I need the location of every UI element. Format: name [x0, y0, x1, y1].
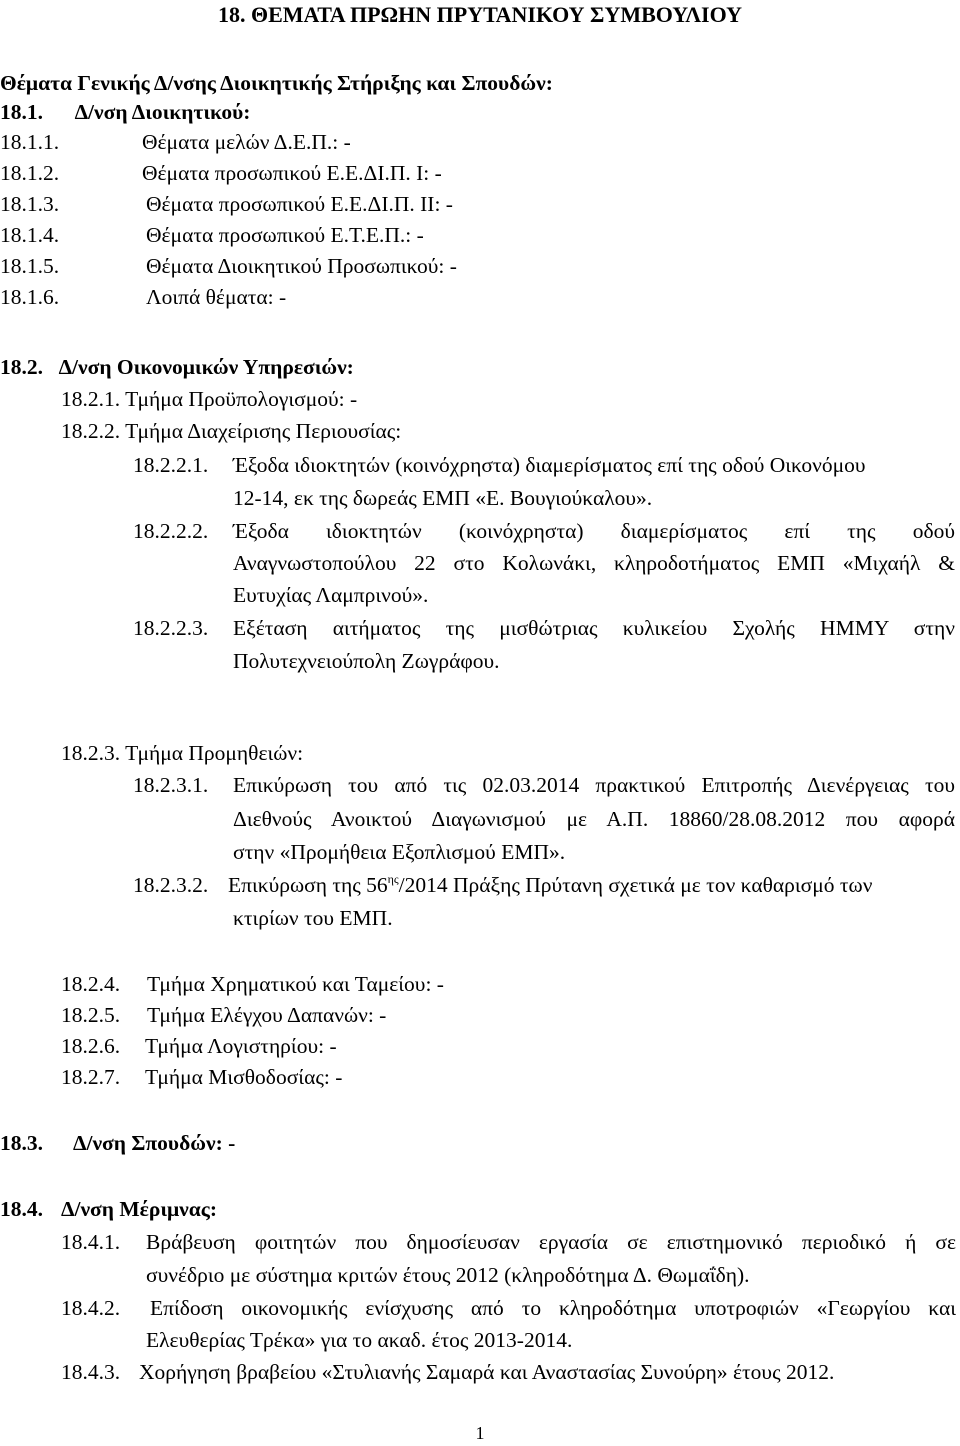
item-text: Τμήμα Ελέγχου Δαπανών: -	[147, 1003, 387, 1027]
item-number: 18.2.2.3.	[133, 616, 209, 640]
section-number: 18.4.	[0, 1197, 43, 1221]
item-number: 18.2.4.	[61, 972, 121, 996]
item-text-line: Διεθνούς Ανοικτού Διαγωνισμού με Α.Π. 18860/28.08.2012 που αφορά	[233, 807, 955, 831]
item-text-line: συνέδριο με σύστημα κριτών έτους 2012 (κληροδότημα Δ. Θωμαΐδη).	[146, 1263, 750, 1287]
item-text-line: Βράβευση φοιτητών που δημοσίευσαν εργασία σε επιστημονικό περιοδικό ή σε	[146, 1230, 956, 1254]
item-number: 18.2.5.	[61, 1003, 121, 1027]
list-item	[61, 1033, 337, 1059]
section-title: Δ/νση Διοικητικού:	[74, 100, 251, 124]
page-number: 1	[475, 1423, 485, 1443]
item-text-line: Επικύρωση του από τις 02.03.2014 πρακτικού Επιτροπής Διενέργειας του	[233, 773, 955, 797]
item-text-line: Χορήγηση βραβείου «Στυλιανής Σαμαρά και Αναστασίας Συνούρη» έτους 2012.	[139, 1360, 835, 1384]
section-number: 18.1.	[0, 100, 43, 124]
item-text-line: Εξέταση αιτήματος της μισθώτριας κυλικείου Σχολής ΗΜΜΥ στην	[233, 616, 955, 640]
item-number: 18.2.6.	[61, 1034, 121, 1058]
page-title: 18. ΘΕΜΑΤΑ ΠΡΩΗΝ ΠΡΥΤΑΝΙΚΟΥ ΣΥΜΒΟΥΛΙΟΥ	[217, 2, 743, 27]
subsection-18-2-2: 18.2.2. Τμήμα Διαχείρισης Περιουσίας:	[61, 419, 402, 443]
section-18-3-heading	[0, 1130, 235, 1156]
item-text: Λοιπά θέματα: -	[146, 285, 287, 309]
item-text-line: κτιρίων του ΕΜΠ.	[233, 906, 393, 930]
item-text: Τμήμα Χρηματικού και Ταμείου: -	[147, 972, 444, 996]
item-text: Θέματα μελών Δ.Ε.Π.: -	[142, 130, 351, 154]
subsection-18-2-1: 18.2.1. Τμήμα Προϋπολογισμού: -	[61, 387, 358, 411]
list-item	[61, 1002, 386, 1028]
superscript: ης	[387, 872, 399, 886]
item-text-line: Πολυτεχνειούπολη Ζωγράφου.	[233, 649, 500, 673]
item-text: Τμήμα Λογιστηρίου: -	[145, 1034, 337, 1058]
item-number: 18.2.3.1.	[133, 773, 209, 797]
item-text-line: Επίδοση οικονομικής ενίσχυσης από το κληροδότημα υποτροφιών «Γεωργίου και	[150, 1296, 956, 1320]
item-text-line: Έξοδα ιδιοκτητών (κοινόχρηστα) διαμερίσματος επί της οδού	[233, 519, 955, 543]
item-text: Θέματα προσωπικού Ε.Τ.Ε.Π.: -	[146, 223, 424, 247]
subsection-18-2-3: 18.2.3. Τμήμα Προμηθειών:	[61, 741, 304, 765]
item-number: 18.4.2.	[61, 1296, 121, 1320]
section-18-4-heading	[0, 1196, 217, 1222]
item-text-line: Ελευθερίας Τρέκα» για το ακαδ. έτος 2013-2014.	[146, 1328, 573, 1352]
item-number: 18.1.3.	[0, 192, 60, 216]
section-18-1-heading	[0, 99, 250, 125]
list-item	[61, 1064, 342, 1090]
item-number: 18.2.3.2.	[133, 873, 209, 897]
list-item	[0, 284, 286, 310]
item-text-line	[228, 872, 872, 898]
section-title: Δ/νση Μέριμνας:	[61, 1197, 218, 1221]
section-title: Δ/νση Οικονομικών Υπηρεσιών:	[58, 355, 354, 379]
item-number: 18.4.3.	[61, 1360, 121, 1384]
section-number: 18.3.	[0, 1131, 43, 1155]
item-number: 18.2.7.	[61, 1065, 121, 1089]
item-number: 18.1.5.	[0, 254, 60, 278]
text-part: Επικύρωση της 56	[228, 873, 388, 897]
item-number: 18.1.2.	[0, 161, 60, 185]
list-item	[0, 222, 424, 248]
section-18-2-heading	[0, 354, 354, 380]
item-number: 18.2.2.2.	[133, 519, 209, 543]
item-number: 18.1.6.	[0, 285, 60, 309]
section-title: Δ/νση Σπουδών: -	[73, 1131, 236, 1155]
item-text: Θέματα Διοικητικού Προσωπικού: -	[146, 254, 457, 278]
item-text-line: 12-14, εκ της δωρεάς ΕΜΠ «Ε. Βουγιούκαλου».	[233, 486, 653, 510]
item-number: 18.1.1.	[0, 130, 60, 154]
item-text: Θέματα προσωπικού Ε.Ε.ΔΙ.Π. Ι: -	[142, 161, 442, 185]
list-item	[0, 253, 457, 279]
list-item	[61, 971, 444, 997]
list-item	[0, 160, 442, 186]
item-text-line: Αναγνωστοπούλου 22 στο Κολωνάκι, κληροδοτήματος ΕΜΠ «Μιχαήλ &	[233, 551, 955, 575]
item-text-line: στην «Προμήθεια Εξοπλισμού ΕΜΠ».	[233, 840, 566, 864]
list-item	[0, 129, 351, 155]
item-text-line: Έξοδα ιδιοκτητών (κοινόχρηστα) διαμερίσματος επί της οδού Οικονόμου	[233, 453, 866, 477]
item-text: Τμήμα Μισθοδοσίας: -	[145, 1065, 343, 1089]
item-number: 18.2.2.1.	[133, 453, 209, 477]
item-text-line: Ευτυχίας Λαμπρινού».	[233, 583, 429, 607]
item-number: 18.1.4.	[0, 223, 60, 247]
text-part: /2014 Πράξης Πρύτανη σχετικά με τον καθαρισμό των	[398, 873, 873, 897]
item-text: Θέματα προσωπικού Ε.Ε.ΔΙ.Π. ΙΙ: -	[146, 192, 453, 216]
list-item	[0, 191, 453, 217]
directorate-heading: Θέματα Γενικής Δ/νσης Διοικητικής Στήριξης και Σπουδών:	[0, 71, 553, 95]
section-number: 18.2.	[0, 355, 43, 379]
item-number: 18.4.1.	[61, 1230, 121, 1254]
